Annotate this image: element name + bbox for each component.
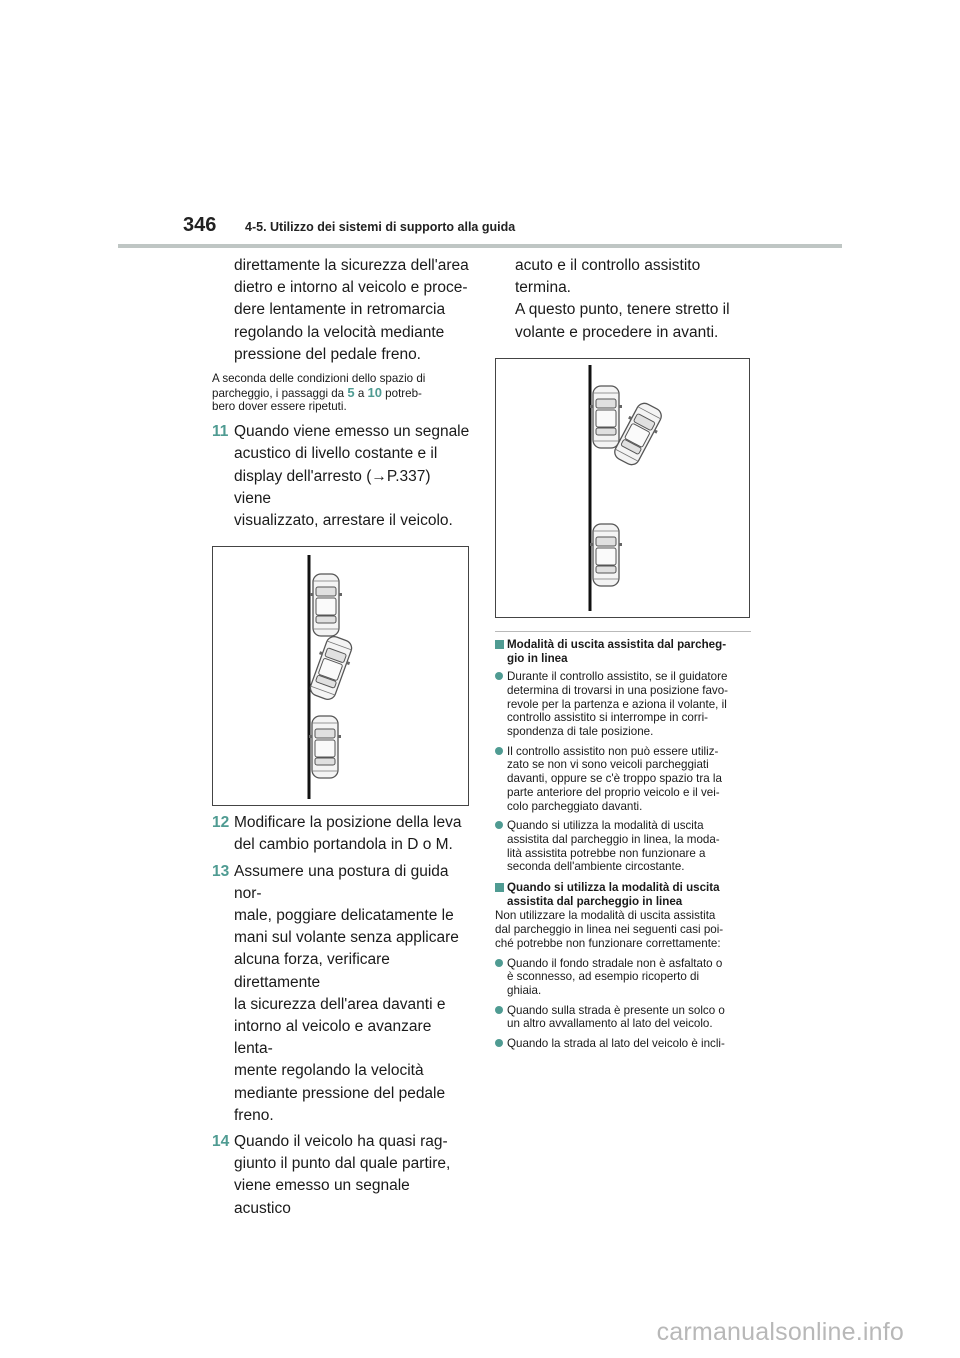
step-number: 12 <box>212 814 230 832</box>
section-heading-2 <box>495 881 751 908</box>
text-line: spondenza di tale posizione. <box>507 725 654 739</box>
left-column <box>212 255 470 1220</box>
text-line: intorno al veicolo e avanzare lenta- <box>234 1017 432 1058</box>
text-line: Quando si utilizza la modalità di uscita <box>507 819 704 833</box>
text-line: male, poggiare delicatamente le <box>234 906 454 924</box>
text-line <box>212 386 470 401</box>
text-line: regolando la velocità mediante <box>234 323 445 341</box>
bullet-icon <box>495 1039 503 1047</box>
text-line: mani sul volante senza applicare <box>234 929 459 947</box>
parked-car-rear <box>309 716 341 778</box>
text-line: ghiaia. <box>507 983 542 997</box>
bullet-item <box>495 1004 751 1031</box>
text-line: del cambio portandola in D o M. <box>234 836 453 854</box>
step-12 <box>212 812 470 856</box>
note-text: a <box>354 386 368 400</box>
text-line: è sconnesso, ad esempio ricoperto di <box>507 970 700 984</box>
text-line: lità assistita potrebbe non funzionare a <box>507 846 706 860</box>
text-line: Quando si utilizza la modalità di uscita <box>507 881 720 895</box>
text-line: Quando la strada al lato del veicolo è incli- <box>507 1037 725 1051</box>
text-line: Modificare la posizione della leva <box>234 814 462 832</box>
text-line: assistita dal parcheggio in linea <box>507 894 683 908</box>
text-line: Modalità di uscita assistita dal parcheg- <box>507 637 727 651</box>
text-line: zato se non vi sono veicoli parcheggiati <box>507 758 709 772</box>
text-line: dere lentamente in retromarcia <box>234 301 446 319</box>
right-column <box>495 255 751 1051</box>
bullet-icon <box>495 959 503 967</box>
text-line: acuto e il controllo assistito termina. <box>515 257 701 297</box>
text-line: Non utilizzare la modalità di uscita assistita <box>495 909 716 923</box>
text-line: assistita dal parcheggio in linea, la moda- <box>507 832 720 846</box>
bullet-icon <box>495 747 503 755</box>
section-heading-1 <box>495 638 751 665</box>
text-line: seconda dell'ambiente circostante. <box>507 860 685 874</box>
text-line: parte anteriore del proprio veicolo e il vei- <box>507 785 720 799</box>
bullet-icon <box>495 821 503 829</box>
own-car <box>305 634 356 703</box>
text-line: direttamente la sicurezza dell'area <box>234 257 469 274</box>
text-line: display dell'arresto (→P.337) viene <box>234 467 431 507</box>
bullet-item <box>495 957 751 998</box>
watermark[interactable]: carmanualsonline.info <box>656 1318 904 1346</box>
text-line: Assumere una postura di guida nor- <box>234 862 449 902</box>
bullet-item <box>495 670 751 739</box>
text-line: mediante pressione del pedale <box>234 1084 446 1102</box>
bullet-item <box>495 1037 751 1051</box>
bullet-item <box>495 819 751 874</box>
step14-continuation <box>495 255 751 344</box>
text-line: Quando il fondo stradale non è asfaltato o <box>507 956 723 970</box>
text-line: A questo punto, tenere stretto il <box>515 301 730 319</box>
text-line: Il controllo assistito non può essere utiliz- <box>507 744 719 758</box>
header-rule <box>118 244 842 248</box>
heading-square-icon <box>495 640 504 649</box>
step-reference: 10 <box>367 384 382 400</box>
text-line: dietro e intorno al veicolo e proce- <box>234 279 468 297</box>
section-paragraph <box>495 909 751 950</box>
text-line: revole per la partenza e aziona il volante, il <box>507 697 727 711</box>
text-line: un altro avvallamento al lato del veicolo. <box>507 1017 713 1031</box>
text-line: A seconda delle condizioni dello spazio di <box>212 372 426 386</box>
text-line: gio in linea <box>507 651 568 665</box>
parked-car-front <box>590 386 622 448</box>
text-line: mente regolando la velocità <box>234 1062 424 1080</box>
text-line: determina di trovarsi in una posizione favo- <box>507 683 729 697</box>
parked-car-front <box>310 574 342 636</box>
bullet-item <box>495 745 751 814</box>
text-line: bero dover essere ripetuti. <box>212 400 347 414</box>
text-line: Durante il controllo assistito, se il guidatore <box>507 670 728 684</box>
text-line: controllo assistito si interrompe in corri- <box>507 711 709 725</box>
text-line: freno. <box>234 1106 274 1124</box>
step-number: 13 <box>212 862 230 880</box>
note-text: parcheggio, i passaggi da <box>212 386 348 400</box>
step-11 <box>212 421 470 532</box>
parked-car-rear <box>590 524 622 586</box>
text-line: pressione del pedale freno. <box>234 345 421 363</box>
section-title: 4-5. Utilizzo dei sistemi di supporto alla guida <box>245 220 516 234</box>
step-14 <box>212 1131 470 1220</box>
text-line: alcuna forza, verificare direttamente <box>234 951 390 991</box>
step-number: 11 <box>212 423 229 441</box>
text-line: dal parcheggio in linea nei seguenti casi poi- <box>495 923 724 937</box>
text-line: colo parcheggiato davanti. <box>507 799 643 813</box>
repeat-note <box>212 372 470 414</box>
section-divider <box>495 631 751 632</box>
text-line: volante e procedere in avanti. <box>515 323 719 341</box>
step-reference: 5 <box>347 384 355 400</box>
text-line: viene emesso un segnale acustico <box>234 1177 410 1217</box>
text-line: Quando viene emesso un segnale <box>234 423 470 441</box>
text-line: la sicurezza dell'area davanti e <box>234 995 446 1013</box>
step-13 <box>212 861 470 1127</box>
note-text: potreb- <box>381 386 422 400</box>
text-line: davanti, oppure se c'è troppo spazio tra la <box>507 772 722 786</box>
text-line: acustico di livello costante e il <box>234 445 438 463</box>
bullet-icon <box>495 1006 503 1014</box>
parking-figure-2 <box>495 358 750 618</box>
text-line: visualizzato, arrestare il veicolo. <box>234 511 453 529</box>
bullet-icon <box>495 672 503 680</box>
parking-figure-1 <box>212 546 469 806</box>
heading-square-icon <box>495 883 504 892</box>
text-line: giunto il punto dal quale partire, <box>234 1155 451 1173</box>
text-line: Quando il veicolo ha quasi rag- <box>234 1132 448 1150</box>
text-line: ché potrebbe non funzionare correttamente: <box>495 936 721 950</box>
step10-continuation <box>212 255 470 366</box>
step-number: 14 <box>212 1132 230 1150</box>
text-line: Quando sulla strada è presente un solco o <box>507 1003 725 1017</box>
page-number: 346 <box>183 214 217 236</box>
